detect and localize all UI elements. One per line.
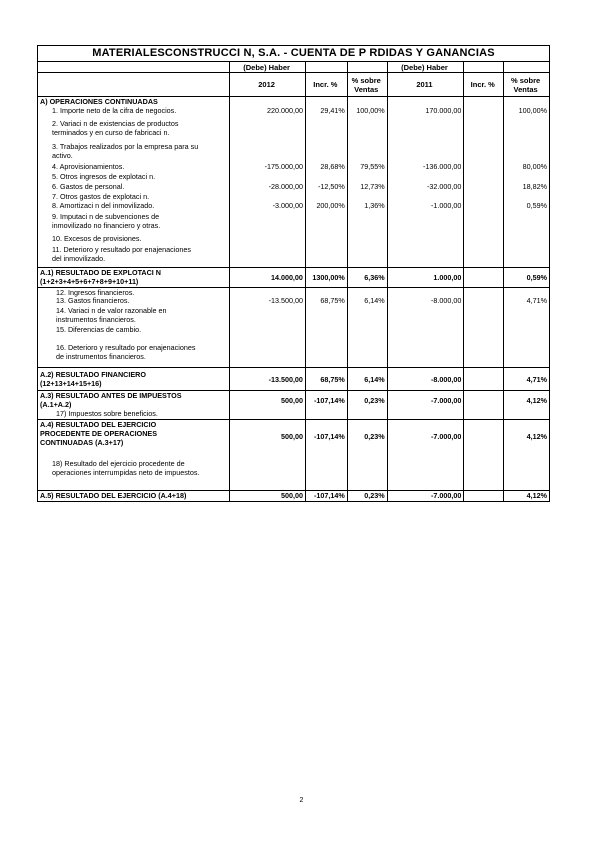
table-row: 13. Gastos financieros. -13.500,00 68,75% 6,14% -8.000,00 4,71% [56, 296, 547, 305]
table-row: 12. Ingresos financieros. [38, 287, 549, 296]
header-pct-ventas-2011: % sobre Ventas [503, 73, 549, 96]
table-row: 14. Variaci n de valor razonable en instrumentos financieros. [38, 306, 549, 325]
subtotal-row-a2: A.2) RESULTADO FINANCIERO (12+13+14+15+16) -13.500,00 68,75% 6,14% -8.000,00 4,71% [38, 367, 549, 390]
header-debe-haber-2012: (Debe) Haber [229, 62, 305, 72]
table-title: MATERIALESCONSTRUCCI N, S.A. - CUENTA DE P RDIDAS Y GANANCIAS [38, 46, 549, 62]
header-row-1 [38, 62, 549, 73]
table-row: 16. Deterioro y resultado por enajenaciones de instrumentos financieros. [38, 340, 549, 367]
table-row: 7. Otros gastos de explotaci n. [38, 192, 549, 201]
total-row-a5: A.5) RESULTADO DEL EJERCICIO (A.4+18) 500,00 -107,14% 0,23% -7.000,00 4,12% [40, 491, 547, 500]
table-row: 17) Impuestos sobre beneficios. [38, 409, 549, 419]
header-year-2011: 2011 [387, 73, 464, 96]
header-debe-haber-2011: (Debe) Haber [387, 62, 464, 72]
table-row: 2. Variaci n de existencias de productos terminados y en curso de fabricaci n. [38, 119, 549, 142]
page-number: 2 [299, 797, 304, 804]
header-incr-2011: Incr. % [463, 73, 503, 96]
header-row-2 [38, 73, 549, 97]
section-operaciones: A) OPERACIONES CONTINUADAS [38, 97, 549, 106]
table-row: 3. Trabajos realizados por la empresa para su activo. [38, 142, 549, 162]
table-row: 9. Imputaci n de subvenciones de inmovilizado no financiero y otras. [38, 212, 549, 234]
table-row: 15. Diferencias de cambio. [38, 325, 549, 340]
subtotal-row-a1: A.1) RESULTADO DE EXPLOTACI N (1+2+3+4+5+6+7+8+9+10+11) 14.000,00 1300,00% 6,36% 1.000,00 0,59% [40, 268, 547, 286]
table-row: 11. Deterioro y resultado por enajenaciones del inmovilizado. [38, 245, 549, 267]
table-row: 18) Resultado del ejercicio procedente de operaciones interrumpidas neto de impuestos. [38, 452, 549, 484]
header-incr-2012: Incr. % [305, 73, 347, 96]
header-year-2012: 2012 [229, 73, 305, 96]
table-row: 1. Importe neto de la cifra de negocios. 220.000,00 29,41% 100,00% 170.000,00 100,00% [38, 106, 549, 119]
header-pct-ventas-2012: % sobre Ventas [347, 73, 387, 96]
table-row: 5. Otros ingresos de explotaci n. [38, 172, 549, 182]
subtotal-row-a3: A.3) RESULTADO ANTES DE IMPUESTOS (A.1+A.2) 500,00 -107,14% 0,23% -7.000,00 4,12% [40, 391, 547, 409]
table-row: 8. Amortizaci n del inmovilizado. -3.000,00 200,00% 1,36% -1.000,00 0,59% [52, 201, 548, 210]
table-row: 4. Aprovisionamientos. -175.000,00 28,68% 79,55% -136.000,00 80,00% [52, 162, 548, 171]
subtotal-row-a4: A.4) RESULTADO DEL EJERCICIO PROCEDENTE DE OPERACIONES CONTINUADAS (A.3+17) 500,00 -107,14% 0,23% -7.000,00 4,12% [38, 419, 549, 452]
table-row: 6. Gastos de personal. -28.000,00 -12,50% 12,73% -32.000,00 18,82% [52, 182, 548, 191]
table-row: 10. Excesos de provisiones. [38, 234, 549, 245]
income-statement-table [37, 45, 550, 502]
